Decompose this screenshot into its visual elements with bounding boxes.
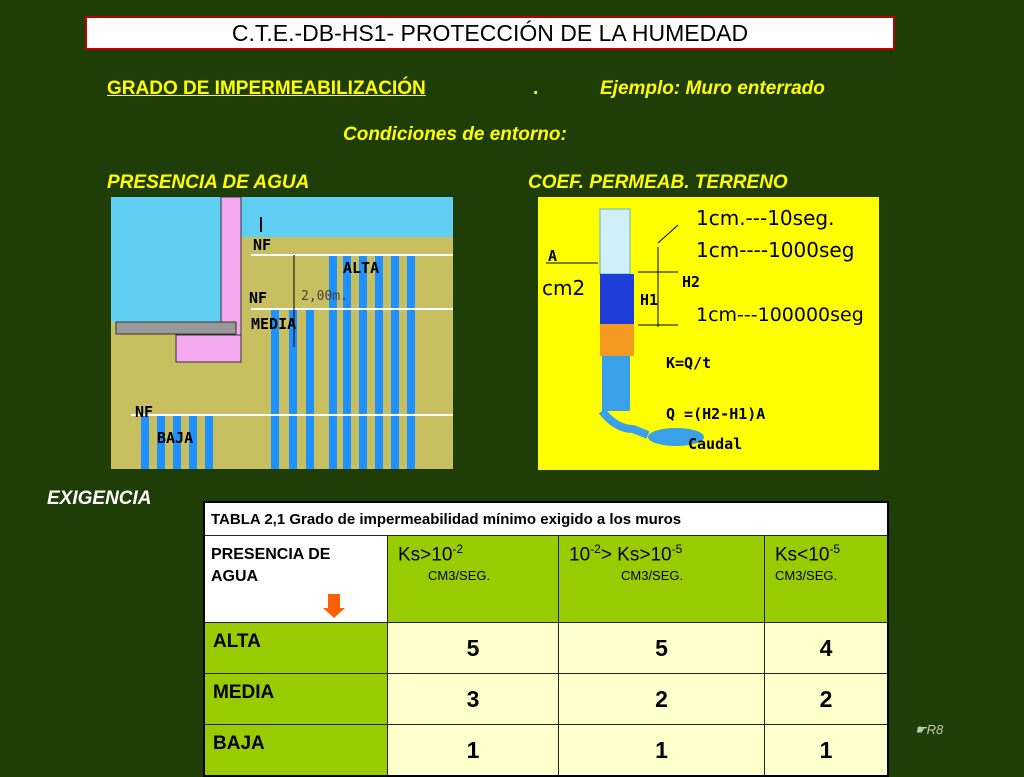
ks-header-2 bbox=[559, 536, 765, 623]
rate-line-2: 1cm----1000seg bbox=[696, 238, 855, 262]
cell-value: 2 bbox=[559, 674, 765, 725]
table-row bbox=[204, 725, 888, 777]
media-label: MEDIA bbox=[251, 315, 297, 333]
area-a-label: A bbox=[548, 247, 558, 265]
h2-label: H2 bbox=[682, 273, 701, 291]
row-label-alta: ALTA bbox=[204, 623, 388, 674]
water-presence-diagram bbox=[111, 197, 453, 469]
k-formula: K=Q/t bbox=[666, 354, 712, 372]
impermeability-table bbox=[203, 501, 889, 777]
nf-label-2: NF bbox=[249, 289, 268, 307]
slide-title: C.T.E.-DB-HS1- PROTECCIÓN DE LA HUMEDAD bbox=[85, 16, 895, 50]
condiciones-heading: Condiciones de entorno: bbox=[343, 124, 567, 145]
grado-heading: GRADO DE IMPERMEABILIZACIÓN bbox=[107, 78, 426, 99]
ks1-text: Ks>10 bbox=[398, 544, 453, 566]
ks2-sup2: -5 bbox=[671, 542, 683, 556]
ks-header-3 bbox=[765, 536, 889, 623]
q-formula: Q =(H2-H1)A bbox=[666, 405, 766, 423]
table-row bbox=[204, 674, 888, 725]
permeability-diagram bbox=[538, 197, 879, 470]
baja-label: BAJA bbox=[157, 429, 194, 447]
cell-value: 5 bbox=[559, 623, 765, 674]
rate-line-1: 1cm.---10seg. bbox=[696, 206, 835, 230]
ks2-unit: CM3/SEG. bbox=[621, 568, 684, 584]
table-caption: TABLA 2,1 Grado de impermeabilidad mínimo exigido a los muros bbox=[204, 502, 888, 536]
cell-value: 5 bbox=[388, 623, 559, 674]
cell-value: 1 bbox=[765, 725, 889, 777]
arrow-down-icon bbox=[323, 594, 345, 618]
presencia-header bbox=[204, 536, 388, 623]
ks-header-1 bbox=[388, 536, 559, 623]
distance-label: 2,00m. bbox=[301, 289, 348, 304]
cell-value: 1 bbox=[388, 725, 559, 777]
logo-mark: ☛R8 bbox=[915, 722, 944, 737]
alta-label: ALTA bbox=[343, 259, 380, 277]
cell-value: 4 bbox=[765, 623, 889, 674]
ks1-unit: CM3/SEG. bbox=[428, 568, 491, 584]
coef-heading: COEF. PERMEAB. TERRENO bbox=[528, 172, 788, 193]
presencia-header-text: PRESENCIA DE AGUA bbox=[211, 546, 331, 585]
ks3-sup: -5 bbox=[829, 542, 841, 556]
ks2-a: 10 bbox=[569, 544, 591, 566]
cell-value: 3 bbox=[388, 674, 559, 725]
row-label-media: MEDIA bbox=[204, 674, 388, 725]
ks2-mid: > Ks>10 bbox=[600, 544, 672, 566]
ks3-text: Ks<10 bbox=[775, 544, 830, 566]
table-row bbox=[204, 623, 888, 674]
h1-label: H1 bbox=[640, 291, 659, 309]
cell-value: 1 bbox=[559, 725, 765, 777]
nf-label-1: NF bbox=[253, 236, 272, 254]
ks2-sup1: -2 bbox=[590, 542, 601, 556]
ks1-sup: -2 bbox=[452, 542, 464, 556]
rate-line-3: 1cm---100000seg bbox=[696, 304, 864, 326]
cm2-label: cm2 bbox=[542, 276, 586, 300]
nf-label-3: NF bbox=[135, 403, 154, 421]
exigencia-heading: EXIGENCIA bbox=[47, 488, 152, 509]
row-label-baja: BAJA bbox=[204, 725, 388, 777]
cell-value: 2 bbox=[765, 674, 889, 725]
ejemplo-heading: Ejemplo: Muro enterrado bbox=[600, 78, 825, 99]
caudal-label: Caudal bbox=[688, 435, 743, 453]
ks3-unit: CM3/SEG. bbox=[775, 568, 838, 584]
presencia-heading: PRESENCIA DE AGUA bbox=[107, 172, 310, 193]
grado-dot: . bbox=[533, 78, 539, 99]
